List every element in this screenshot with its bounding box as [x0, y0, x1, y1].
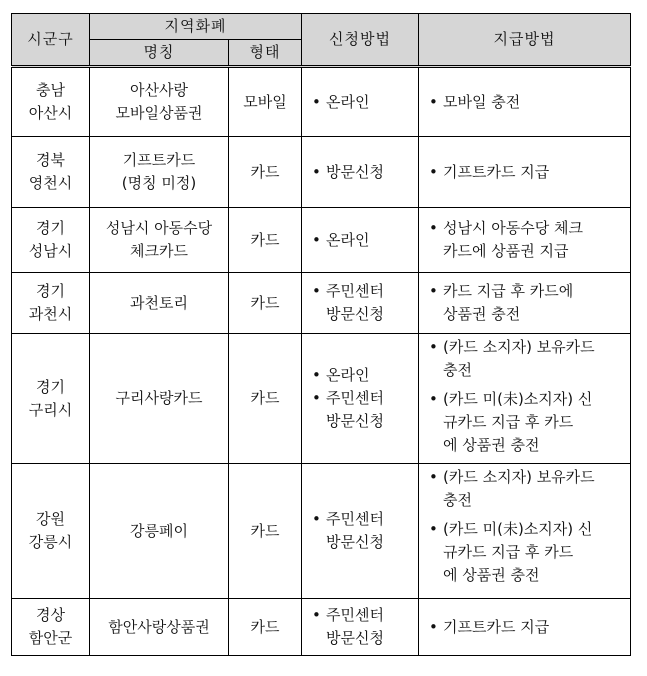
bullet-item: • 주민센터 방문신청 — [312, 508, 418, 554]
header-payment: 지급방법 — [419, 14, 631, 67]
type-cell: 카드 — [229, 599, 302, 656]
bullet-item: • 온라인 — [312, 364, 418, 387]
header-region: 시군구 — [12, 14, 90, 67]
bullet-item: • 모바일 충전 — [429, 91, 630, 114]
region-cell: 경기 성남시 — [12, 208, 90, 273]
bullet-icon: • — [429, 92, 438, 111]
type-cell: 모바일 — [229, 67, 302, 137]
payment-cell — [419, 67, 631, 137]
type-cell: 카드 — [229, 208, 302, 273]
payment-cell — [419, 334, 631, 464]
type-cell: 카드 — [229, 273, 302, 334]
application-cell — [302, 67, 419, 137]
header-application: 신청방법 — [302, 14, 419, 67]
bullet-icon: • — [312, 366, 321, 384]
bullet-icon: • — [312, 510, 321, 528]
table-row — [12, 208, 631, 273]
name-cell: 성남시 아동수당 체크카드 — [90, 208, 229, 273]
bullet-item: • 기프트카드 지급 — [429, 161, 630, 184]
name-cell: 강릉페이 — [90, 464, 229, 599]
name-cell: 구리사랑카드 — [90, 334, 229, 464]
table-row — [12, 464, 631, 599]
table-body — [12, 67, 631, 656]
region-cell: 충남 아산시 — [12, 67, 90, 137]
bullet-icon: • — [312, 230, 321, 249]
payment-cell — [419, 273, 631, 334]
name-cell: 과천토리 — [90, 273, 229, 334]
type-cell: 카드 — [229, 464, 302, 599]
bullet-icon: • — [312, 282, 321, 300]
application-cell — [302, 208, 419, 273]
bullet-item: • 주민센터 방문신청 — [312, 604, 418, 650]
bullet-item: • 온라인 — [312, 91, 418, 114]
name-cell: 함안사랑상품권 — [90, 599, 229, 656]
region-cell: 경기 과천시 — [12, 273, 90, 334]
header-name: 명칭 — [90, 40, 229, 67]
bullet-icon: • — [429, 520, 438, 538]
bullet-icon: • — [429, 338, 438, 356]
bullet-item: • 주민센터 방문신청 — [312, 387, 418, 433]
region-cell: 경기 구리시 — [12, 334, 90, 464]
bullet-icon: • — [312, 606, 321, 624]
bullet-item: • 방문신청 — [312, 161, 418, 184]
payment-cell — [419, 464, 631, 599]
bullet-item: • 성남시 아동수당 체크 카드에 상품권 지급 — [429, 217, 630, 263]
payment-cell — [419, 208, 631, 273]
bullet-item: • 카드 지급 후 카드에 상품권 충전 — [429, 280, 630, 326]
bullet-icon: • — [429, 282, 438, 300]
table-row — [12, 273, 631, 334]
bullet-icon: • — [429, 617, 438, 636]
header-currency-group: 지역화폐 — [90, 14, 302, 40]
bullet-icon: • — [429, 162, 438, 181]
regional-currency-table — [11, 13, 631, 656]
type-cell: 카드 — [229, 137, 302, 208]
bullet-item: • (카드 미(未)소지자) 신 규카드 지급 후 카드 에 상품권 충전 — [429, 388, 630, 457]
application-cell — [302, 464, 419, 599]
name-cell: 기프트카드 (명칭 미정) — [90, 137, 229, 208]
bullet-item: • (카드 미(未)소지자) 신 규카드 지급 후 카드 에 상품권 충전 — [429, 518, 630, 587]
bullet-icon: • — [312, 389, 321, 407]
application-cell — [302, 334, 419, 464]
bullet-icon: • — [312, 162, 321, 181]
application-cell — [302, 137, 419, 208]
type-cell: 카드 — [229, 334, 302, 464]
name-cell: 아산사랑 모바일상품권 — [90, 67, 229, 137]
region-cell: 강원 강릉시 — [12, 464, 90, 599]
header-type: 형태 — [229, 40, 302, 67]
table-row — [12, 334, 631, 464]
bullet-item: • 기프트카드 지급 — [429, 616, 630, 639]
bullet-icon: • — [429, 390, 438, 408]
bullet-icon: • — [429, 468, 438, 486]
payment-cell — [419, 137, 631, 208]
bullet-icon: • — [429, 219, 438, 237]
bullet-item: • (카드 소지자) 보유카드 충전 — [429, 466, 630, 512]
bullet-item: • (카드 소지자) 보유카드 충전 — [429, 336, 630, 382]
table-header — [12, 14, 631, 67]
region-cell: 경상 함안군 — [12, 599, 90, 656]
application-cell — [302, 273, 419, 334]
table-row — [12, 67, 631, 137]
payment-cell — [419, 599, 631, 656]
application-cell — [302, 599, 419, 656]
region-cell: 경북 영천시 — [12, 137, 90, 208]
bullet-item: • 주민센터 방문신청 — [312, 280, 418, 326]
table-row — [12, 137, 631, 208]
table-row — [12, 599, 631, 656]
bullet-icon: • — [312, 92, 321, 111]
bullet-item: • 온라인 — [312, 229, 418, 252]
